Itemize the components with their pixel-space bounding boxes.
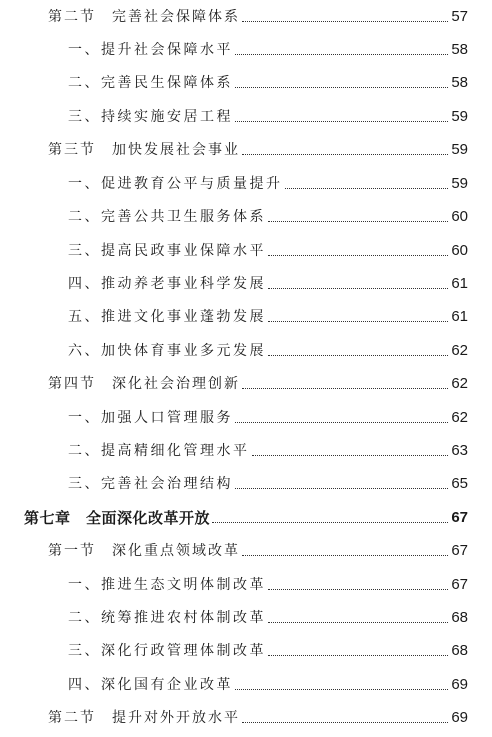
entry-title: 第二节 完善社会保障体系	[48, 9, 240, 25]
entry-title: 一、加强人口管理服务	[68, 410, 233, 426]
entry-title: 四、推动养老事业科学发展	[68, 276, 266, 292]
entry-title: 二、统筹推进农村体制改革	[68, 610, 266, 626]
dot-leader	[268, 588, 448, 590]
page-number: 69	[451, 709, 468, 726]
page-number: 58	[451, 41, 468, 58]
toc-entry[interactable]	[0, 405, 492, 427]
entry-title: 二、完善民生保障体系	[68, 75, 233, 91]
entry-title: 三、持续实施安居工程	[68, 109, 233, 125]
page-number: 68	[451, 642, 468, 659]
dot-leader	[268, 287, 448, 289]
entry-title: 四、深化国有企业改革	[68, 677, 233, 693]
page-number: 69	[451, 676, 468, 693]
page-number: 61	[451, 308, 468, 325]
toc-entry[interactable]	[0, 438, 492, 460]
dot-leader	[242, 20, 448, 22]
dot-leader	[242, 153, 448, 155]
toc-entry[interactable]	[0, 37, 492, 59]
entry-title: 一、推进生态文明体制改革	[68, 577, 266, 593]
entry-title: 二、完善公共卫生服务体系	[68, 209, 266, 225]
toc-entry[interactable]	[0, 338, 492, 360]
toc-entry[interactable]	[0, 638, 492, 660]
dot-leader	[235, 120, 448, 122]
page-number: 67	[451, 576, 468, 593]
page-number: 67	[451, 509, 468, 526]
page-number: 58	[451, 74, 468, 91]
toc-entry[interactable]	[0, 204, 492, 226]
page-number: 60	[451, 208, 468, 225]
dot-leader	[252, 454, 449, 456]
entry-title: 一、促进教育公平与质量提升	[68, 176, 283, 192]
page-number: 65	[451, 475, 468, 492]
entry-title: 第四节 深化社会治理创新	[48, 376, 240, 392]
toc-entry[interactable]	[0, 605, 492, 627]
page-number: 60	[451, 242, 468, 259]
dot-leader	[212, 521, 448, 523]
toc-entry[interactable]	[0, 4, 492, 26]
page-number: 57	[451, 8, 468, 25]
entry-title: 五、推进文化事业蓬勃发展	[68, 309, 266, 325]
dot-leader	[268, 254, 448, 256]
page-number: 59	[451, 108, 468, 125]
toc-entry[interactable]	[0, 271, 492, 293]
entry-title: 第七章 全面深化改革开放	[24, 509, 211, 527]
toc-entry[interactable]	[0, 171, 492, 193]
dot-leader	[268, 621, 448, 623]
entry-title: 三、提高民政事业保障水平	[68, 243, 266, 259]
dot-leader	[268, 320, 448, 322]
page-number: 68	[451, 609, 468, 626]
toc-entry[interactable]	[0, 471, 492, 493]
entry-title: 第一节 深化重点领域改革	[48, 543, 240, 559]
page-number: 59	[451, 175, 468, 192]
toc-entry[interactable]	[0, 538, 492, 560]
page-number: 62	[451, 409, 468, 426]
dot-leader	[242, 387, 448, 389]
dot-leader	[235, 421, 448, 423]
dot-leader	[268, 220, 448, 222]
toc-entry[interactable]	[0, 705, 492, 727]
page-number: 63	[451, 442, 468, 459]
page-number: 61	[451, 275, 468, 292]
dot-leader	[285, 187, 449, 189]
dot-leader	[235, 688, 448, 690]
dot-leader	[242, 554, 448, 556]
page-number: 59	[451, 141, 468, 158]
page-number: 62	[451, 342, 468, 359]
dot-leader	[235, 53, 448, 55]
entry-title: 二、提高精细化管理水平	[68, 443, 250, 459]
page-number: 62	[451, 375, 468, 392]
entry-title: 三、深化行政管理体制改革	[68, 643, 266, 659]
dot-leader	[235, 86, 448, 88]
entry-title: 三、完善社会治理结构	[68, 476, 233, 492]
toc-entry[interactable]	[0, 672, 492, 694]
entry-title: 六、加快体育事业多元发展	[68, 343, 266, 359]
entry-title: 第二节 提升对外开放水平	[48, 710, 240, 726]
dot-leader	[242, 721, 448, 723]
entry-title: 第三节 加快发展社会事业	[48, 142, 240, 158]
toc-entry[interactable]	[0, 70, 492, 92]
toc-entry[interactable]	[0, 137, 492, 159]
toc-entry[interactable]	[0, 505, 492, 527]
dot-leader	[268, 654, 448, 656]
dot-leader	[268, 354, 448, 356]
toc-entry[interactable]	[0, 304, 492, 326]
page-number: 67	[451, 542, 468, 559]
dot-leader	[235, 487, 448, 489]
toc-entry[interactable]	[0, 371, 492, 393]
entry-title: 一、提升社会保障水平	[68, 42, 233, 58]
toc-entry[interactable]	[0, 238, 492, 260]
toc-entry[interactable]	[0, 104, 492, 126]
toc-entry[interactable]	[0, 572, 492, 594]
